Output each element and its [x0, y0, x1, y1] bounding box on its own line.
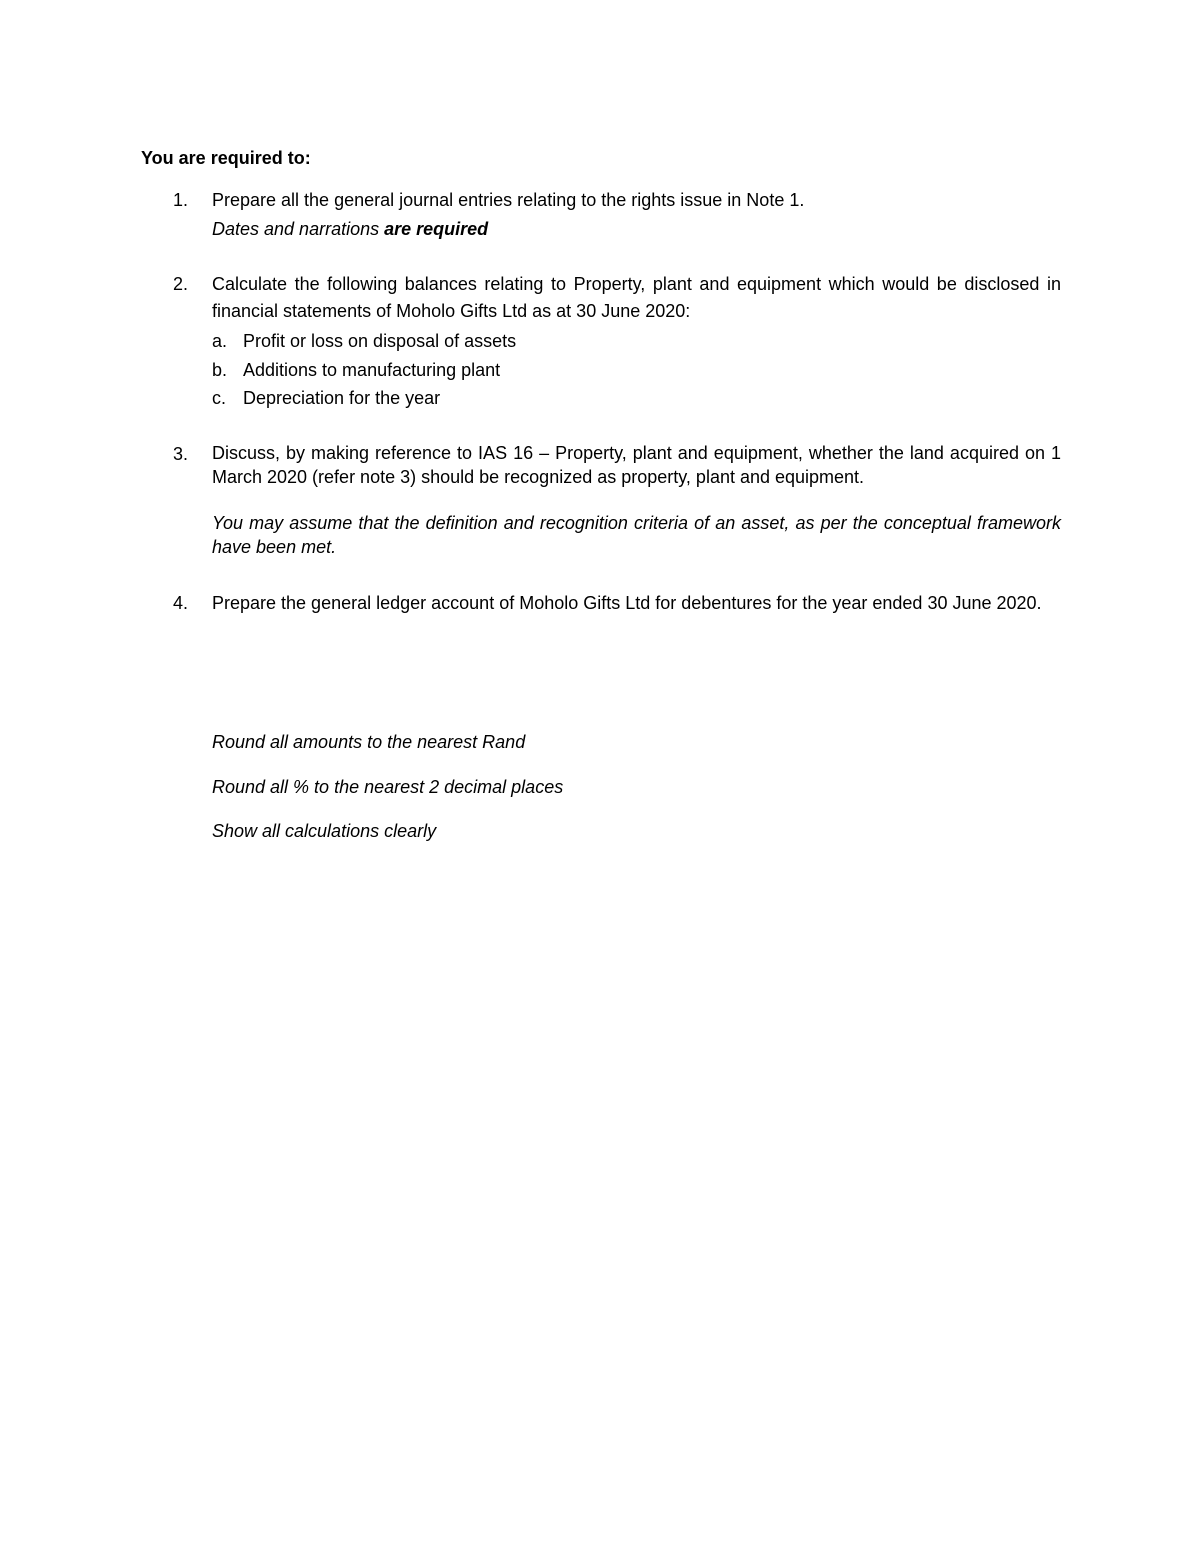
question-3 — [173, 441, 1061, 561]
question-text: Calculate the following balances relating to Property, plant and equipment which would be disclosed in financial statements of Moholo Gifts Ltd as at 30 June 2020: — [212, 274, 1061, 321]
subitem-text: Additions to manufacturing plant — [243, 360, 501, 380]
instruction-rounding-rand: Round all amounts to the nearest Rand — [212, 732, 526, 752]
note-italic-text: Dates and narrations — [212, 219, 385, 239]
question-note — [212, 216, 1061, 243]
question-number: 3. — [173, 444, 189, 464]
question-text: Prepare the general ledger account of Moholo Gifts Ltd for debentures for the year ended 30 June 2020. — [212, 593, 1042, 613]
subitem-text: Profit or loss on disposal of assets — [243, 331, 517, 351]
subitem-letter: a. — [212, 331, 228, 351]
instruction-show-calculations: Show all calculations clearly — [212, 821, 437, 841]
question-note: You may assume that the definition and recognition criteria of an asset, as per the conceptual framework have been met. — [212, 513, 1061, 557]
question-4 — [173, 590, 1061, 650]
question-text: Prepare all the general journal entries relating to the rights issue in Note 1. — [212, 190, 805, 210]
question-number: 1. — [173, 190, 189, 210]
subitem-letter: c. — [212, 388, 227, 408]
page-heading: You are required to: — [141, 148, 311, 168]
question-number: 4. — [173, 593, 189, 613]
question-number: 2. — [173, 274, 189, 294]
question-2 — [173, 271, 1061, 421]
instruction-rounding-percent: Round all % to the nearest 2 decimal places — [212, 777, 564, 797]
subitem-letter: b. — [212, 360, 228, 380]
question-1 — [173, 187, 1061, 247]
note-bold-text: are required — [384, 219, 489, 239]
subitem-text: Depreciation for the year — [243, 388, 441, 408]
question-text: Discuss, by making reference to IAS 16 – Property, plant and equipment, whether the land acquired on 1 March 2020 (refer note 3) should be recognized as property, plant and equipment. — [212, 443, 1061, 487]
